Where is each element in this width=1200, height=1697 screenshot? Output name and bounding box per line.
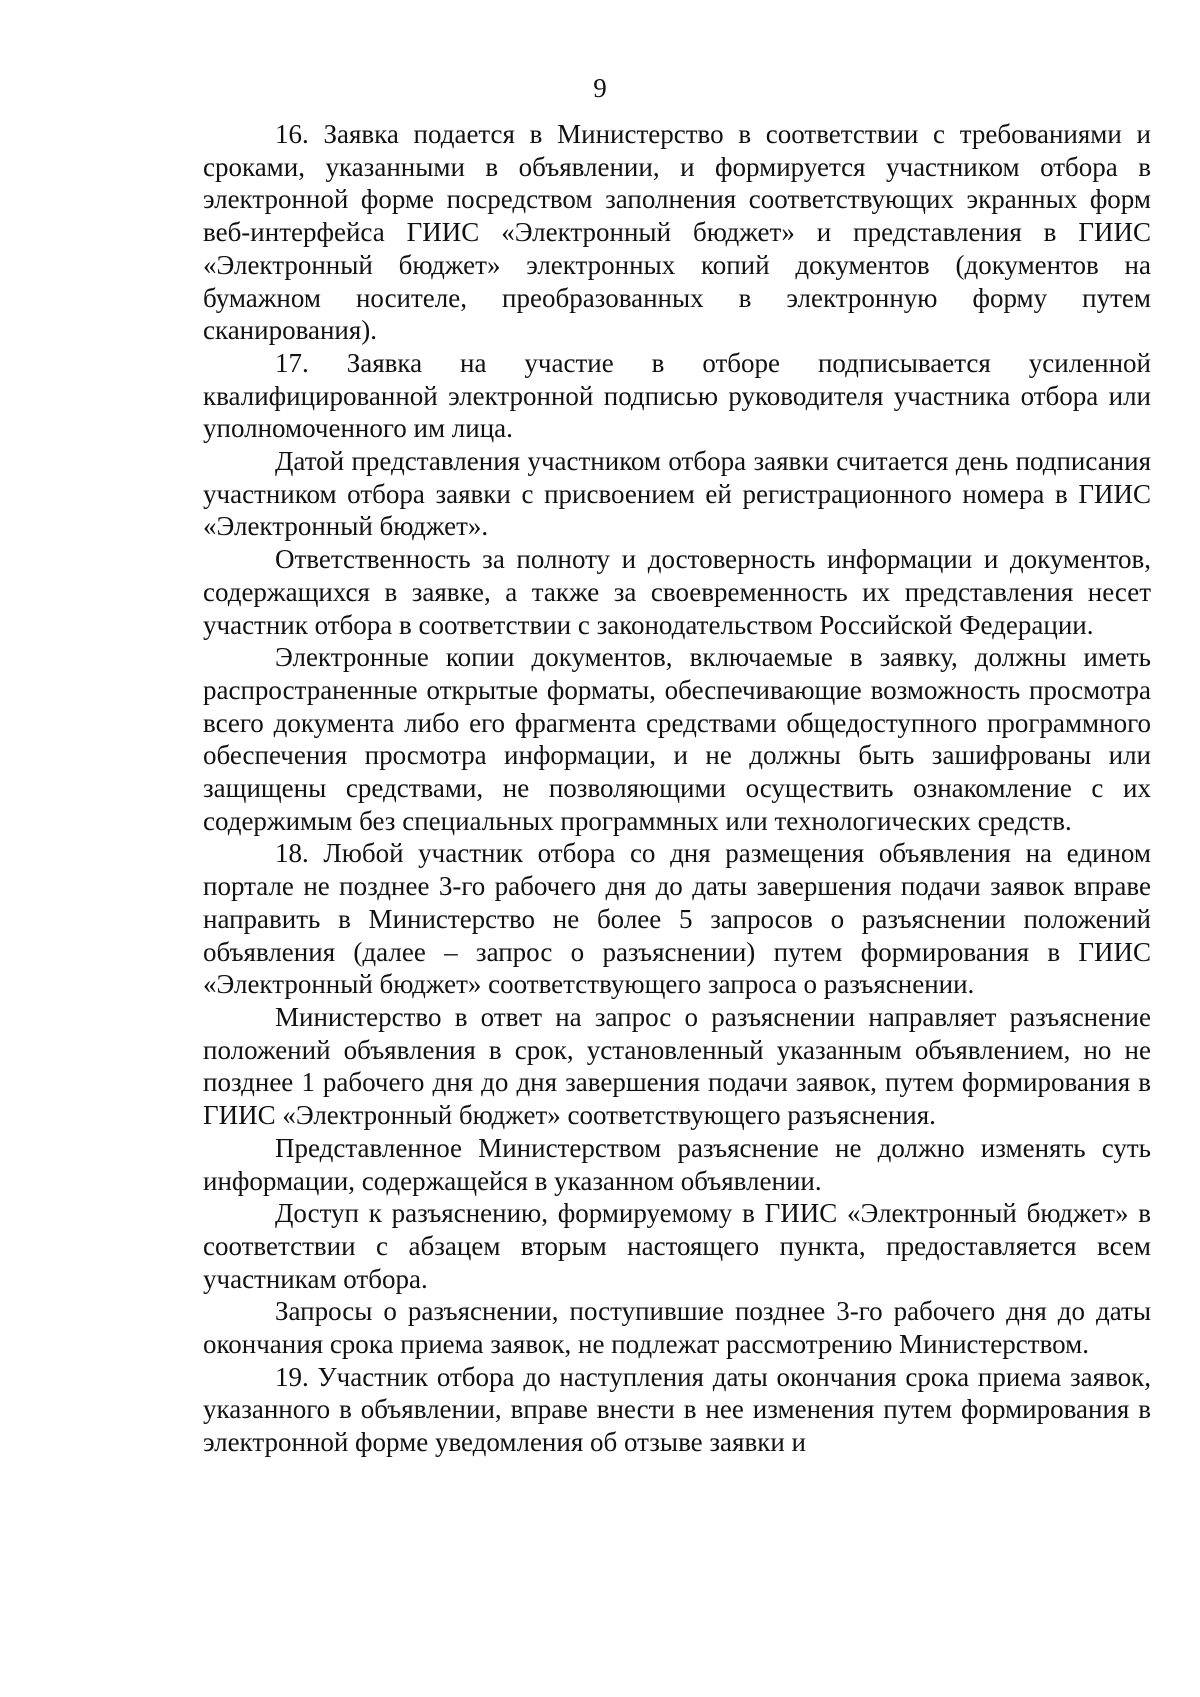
page-number: 9	[593, 73, 607, 103]
paragraph-ministry-response: Министерство в ответ на запрос о разъяснении направляет разъяснение положений объявления в срок, установленный указанным объявлением, но не позднее 1 рабочего дня до дня завершения подачи заявок, путем формирования в ГИИС «Электронный бюджет» соответствующего разъяснения.	[203, 1001, 1151, 1131]
paragraph-electronic-copies: Электронные копии документов, включаемые в заявку, должны иметь распространенные открытые форматы, обеспечивающие возможность просмотра всего документа либо его фрагмента средствами общедоступного программного обеспечения просмотра информации, и не должны быть зашифрованы или защищены средствами, не позволяющими осуществить ознакомление с их содержимым без специальных программных или технологических средств.	[203, 642, 1151, 836]
paragraph-clarification-scope: Представленное Министерством разъяснение не должно изменять суть информации, содержащейся в указанном объявлении.	[203, 1132, 1151, 1196]
paragraph-late-requests: Запросы о разъяснении, поступившие позднее 3-го рабочего дня до даты окончания срока приема заявок, не подлежат рассмотрению Министерством.	[203, 1296, 1151, 1360]
paragraph-clarification-access: Доступ к разъяснению, формируемому в ГИИС «Электронный бюджет» в соответствии с абзацем вторым настоящего пункта, предоставляется всем участникам отбора.	[203, 1198, 1151, 1294]
paragraph-responsibility: Ответственность за полноту и достоверность информации и документов, содержащихся в заявке, а также за своевременность их представления несет участник отбора в соответствии с законодательством Российской Федерации.	[203, 544, 1151, 640]
document-body	[203, 118, 1151, 1459]
paragraph-16: 16. Заявка подается в Министерство в соответствии с требованиями и сроками, указанными в объявлении, и формируется участником отбора в электронной форме посредством заполнения соответствующих экранных форм веб-интерфейса ГИИС «Электронный бюджет» и представления в ГИИС «Электронный бюджет» электронных копий документов (документов на бумажном носителе, преобразованных в электронную форму путем сканирования).	[203, 119, 1151, 346]
paragraph-submission-date: Датой представления участником отбора заявки считается день подписания участником отбора заявки с присвоением ей регистрационного номера в ГИИС «Электронный бюджет».	[203, 446, 1151, 542]
paragraph-18: 18. Любой участник отбора со дня размещения объявления на едином портале не позднее 3-го рабочего дня до даты завершения подачи заявок вправе направить в Министерство не более 5 запросов о разъяснении положений объявления (далее – запрос о разъяснении) путем формирования в ГИИС «Электронный бюджет» соответствующего запроса о разъяснении.	[203, 838, 1151, 1000]
paragraph-17: 17. Заявка на участие в отборе подписывается усиленной квалифицированной электронной подписью руководителя участника отбора или уполномоченного им лица.	[203, 347, 1151, 444]
paragraph-19: 19. Участник отбора до наступления даты окончания срока приема заявок, указанного в объявлении, вправе внести в нее изменения путем формирования в электронной форме уведомления об отзыве заявки и	[203, 1361, 1151, 1458]
